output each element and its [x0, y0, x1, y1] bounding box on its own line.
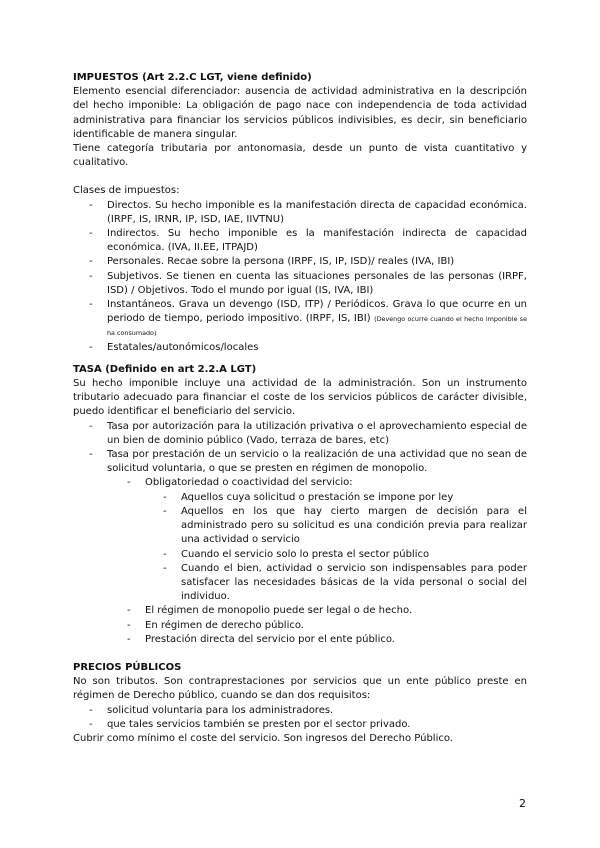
list-item: - Prestación directa del servicio por el ente público. [145, 633, 527, 647]
precios-paragraph-2: Cubrir como mínimo el coste del servicio. Son ingresos del Derecho Público. [73, 732, 453, 744]
impuestos-heading: IMPUESTOS (Art 2.2.C LGT, viene definido) [73, 72, 312, 83]
list-item: - El régimen de monopolio puede ser legal o de hecho. [145, 604, 527, 618]
tasa-heading: TASA (Definido en art 2.2.A LGT) [73, 363, 257, 375]
clases-label: Clases de impuestos: [73, 185, 180, 197]
list-item: - Obligatoriedad o coactividad del servicio: [145, 476, 527, 490]
list-item: - Directos. Su hecho imponible es la manifestación directa de capacidad económica. (IRPF, IS, IRNR, IP, ISD, IAE, IIVTNU) [107, 199, 527, 227]
page-number: 2 [519, 797, 526, 810]
precios-heading: PRECIOS PÚBLICOS [73, 661, 182, 673]
obligatoriedad-list [73, 491, 527, 605]
list-item: - Tasa por autorización para la utilización privativa o el aprovechamiento especial de un bien de dominio público (Vado, terraza de bares, etc) [107, 420, 527, 448]
tasa-sublist-2 [73, 604, 527, 647]
impuestos-paragraph-2: Tiene categoría tributaria por antonomasia, desde un punto de vista cuantitativo y cualitativo. [73, 143, 527, 169]
instantaneos-note: (Devengo ocurre cuando el hecho imponible se ha consumado) [107, 315, 528, 338]
list-item: - Cuando el bien, actividad o servicio son indispensables para poder satisfacer las necesidades básicas de la vida personal o social del individuo. [181, 562, 527, 605]
list-item: - solicitud voluntaria para los administradores. [107, 704, 527, 718]
list-item: - Indirectos. Su hecho imponible es la manifestación indirecta de capacidad económica. (IVA, II.EE, ITPAJD) [107, 227, 527, 255]
page-content [73, 71, 527, 746]
list-item: - Estatales/autonómicos/locales [107, 341, 527, 355]
clases-list [73, 199, 527, 355]
precios-list [73, 704, 527, 732]
list-item: - que tales servicios también se presten por el sector privado. [107, 718, 527, 732]
tasa-paragraph: Su hecho imponible incluye una actividad de la administración. Son un instrumento tributario adecuado para financiar el coste de los servicios públicos de carácter divisible, puedo identificar el beneficiario del servicio. [73, 378, 527, 418]
list-item: - Tasa por prestación de un servicio o la realización de una actividad que no sean de solicitud voluntaria, o que se presten en régimen de monopolio. [107, 448, 527, 476]
list-item: - Aquellos cuya solicitud o prestación se impone por ley [181, 491, 527, 505]
list-item: - Subjetivos. Se tienen en cuenta las situaciones personales de las personas (IRPF, ISD) / Objetivos. Todo el mundo por igual (IS, IVA, IBI) [107, 270, 527, 298]
list-item: - Cuando el servicio solo lo presta el sector público [181, 548, 527, 562]
list-item [107, 298, 527, 341]
list-item: - En régimen de derecho público. [145, 619, 527, 633]
precios-paragraph-1: No son tributos. Son contraprestaciones por servicios que un ente público preste en régimen de Derecho público, cuando se dan dos requisitos: [73, 676, 527, 702]
instantaneos-text: Instantáneos. Grava un devengo (ISD, ITP) / Periódicos. Grava lo que ocurre en un periodo de tiempo, periodo impositivo. (IRPF, IS, IBI) [107, 299, 527, 325]
list-item: - Personales. Recae sobre la persona (IRPF, IS, IP, ISD)/ reales (IVA, IBI) [107, 255, 527, 269]
tasa-sublist [73, 476, 527, 490]
impuestos-paragraph-1: Elemento esencial diferenciador: ausencia de actividad administrativa en la descripción del hecho imponible: La obligación de pago nace con independencia de toda actividad administrativa para financiar los servicios públicos indivisibles, es decir, sin beneficiario identificable de manera singular. [73, 86, 527, 140]
list-item: - Aquellos en los que hay cierto margen de decisión para el administrado pero su solicitud es una condición previa para realizar una actividad o servicio [181, 505, 527, 548]
tasa-list [73, 420, 527, 477]
